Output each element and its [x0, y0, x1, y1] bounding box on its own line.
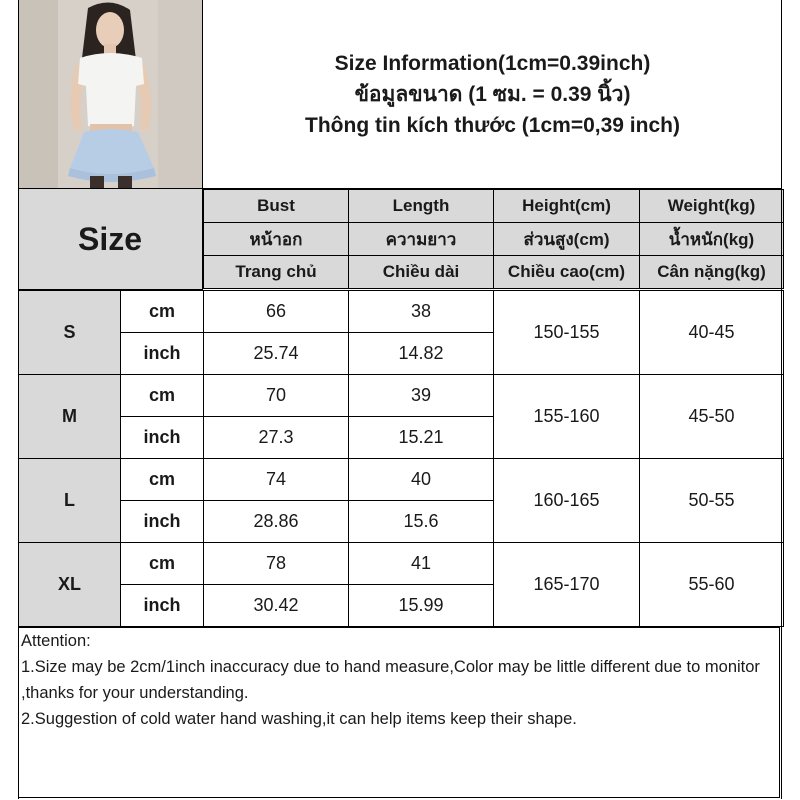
notes-item-1: 1.Size may be 2cm/1inch inaccuracy due to hand measure,Color may be little different due to monitor ,thanks for your understanding.	[21, 658, 760, 702]
unit-cm: cm	[121, 375, 204, 417]
col-length-en: Length	[349, 190, 494, 223]
unit-inch: inch	[121, 585, 204, 627]
size-label-xl: XL	[19, 543, 121, 627]
weight-range: 40-45	[640, 291, 784, 375]
bust-cm: 66	[204, 291, 349, 333]
length-inch: 14.82	[349, 333, 494, 375]
weight-range: 55-60	[640, 543, 784, 627]
col-length-vi: Chiều dài	[349, 256, 494, 289]
table-row	[19, 375, 784, 417]
col-height-th: ส่วนสูง(cm)	[494, 223, 640, 256]
column-headers	[203, 189, 784, 289]
header-title-th: ข้อมูลขนาด (1 ซม. = 0.39 นิ้ว)	[354, 82, 631, 106]
unit-cm: cm	[121, 543, 204, 585]
size-table	[18, 290, 784, 627]
length-inch: 15.21	[349, 417, 494, 459]
bust-inch: 28.86	[204, 501, 349, 543]
size-info-header	[203, 0, 782, 189]
col-bust-vi: Trang chủ	[204, 256, 349, 289]
header-title-en: Size Information(1cm=0.39inch)	[334, 51, 651, 75]
length-inch: 15.99	[349, 585, 494, 627]
unit-cm: cm	[121, 291, 204, 333]
unit-inch: inch	[121, 501, 204, 543]
table-row	[19, 291, 784, 333]
col-weight-en: Weight(kg)	[640, 190, 784, 223]
height-range: 150-155	[494, 291, 640, 375]
col-bust-en: Bust	[204, 190, 349, 223]
col-bust-th: หน้าอก	[204, 223, 349, 256]
bust-inch: 30.42	[204, 585, 349, 627]
bust-inch: 25.74	[204, 333, 349, 375]
size-label-s: S	[19, 291, 121, 375]
length-cm: 40	[349, 459, 494, 501]
col-weight-vi: Cân nặng(kg)	[640, 256, 784, 289]
model-photo-illustration	[18, 0, 202, 188]
product-photo	[18, 0, 203, 189]
col-weight-th: น้ำหนัก(kg)	[640, 223, 784, 256]
col-height-en: Height(cm)	[494, 190, 640, 223]
weight-range: 45-50	[640, 375, 784, 459]
length-cm: 39	[349, 375, 494, 417]
header-title-vi: Thông tin kích thước (1cm=0,39 inch)	[305, 113, 680, 137]
size-column-title: Size	[18, 189, 203, 290]
notes-item-2: 2.Suggestion of cold water hand washing,it can help items keep their shape.	[21, 710, 577, 728]
height-range: 160-165	[494, 459, 640, 543]
length-inch: 15.6	[349, 501, 494, 543]
table-row	[19, 543, 784, 585]
height-range: 155-160	[494, 375, 640, 459]
bust-cm: 74	[204, 459, 349, 501]
attention-notes	[18, 627, 780, 798]
bust-cm: 70	[204, 375, 349, 417]
length-cm: 41	[349, 543, 494, 585]
weight-range: 50-55	[640, 459, 784, 543]
unit-cm: cm	[121, 459, 204, 501]
unit-inch: inch	[121, 417, 204, 459]
unit-inch: inch	[121, 333, 204, 375]
length-cm: 38	[349, 291, 494, 333]
height-range: 165-170	[494, 543, 640, 627]
table-row	[19, 459, 784, 501]
bust-cm: 78	[204, 543, 349, 585]
size-label-m: M	[19, 375, 121, 459]
notes-title: Attention:	[21, 632, 91, 650]
col-length-th: ความยาว	[349, 223, 494, 256]
bust-inch: 27.3	[204, 417, 349, 459]
size-label-l: L	[19, 459, 121, 543]
col-height-vi: Chiều cao(cm)	[494, 256, 640, 289]
